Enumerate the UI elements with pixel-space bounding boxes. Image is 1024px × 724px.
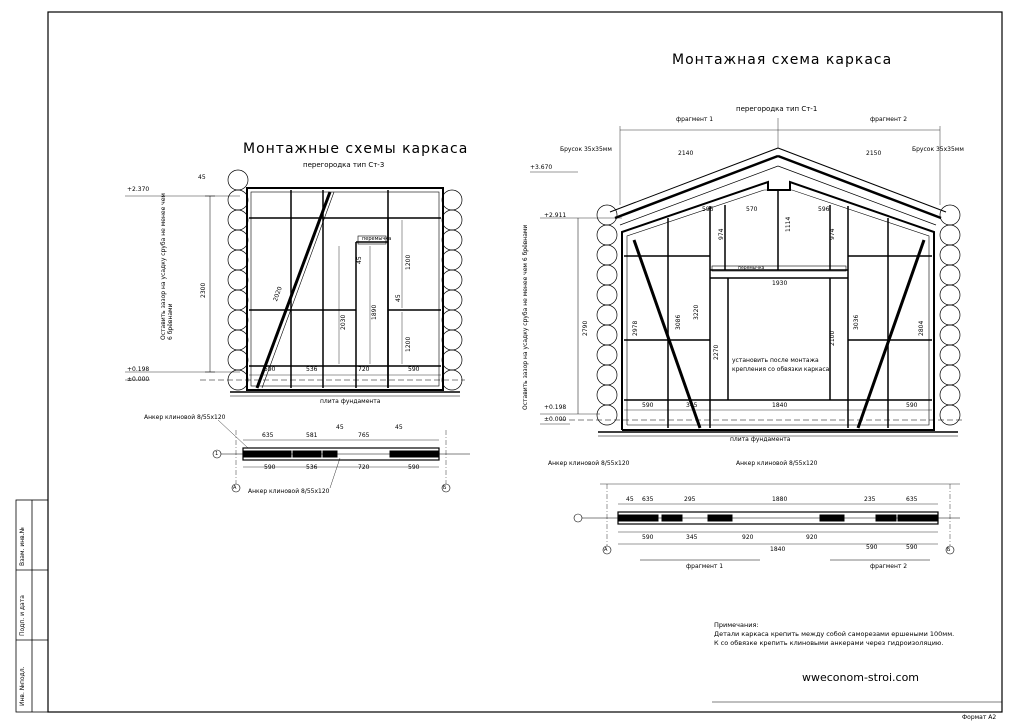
left-plan-bottom-4: 590 <box>408 464 420 471</box>
left-level-top: +2.370 <box>127 186 150 193</box>
format-label: Формат А2 <box>962 714 997 721</box>
right-dim-2804: 2804 <box>918 320 925 336</box>
left-plan-bottom-3: 720 <box>358 464 370 471</box>
right-fragment-1: фрагмент 1 <box>676 116 714 123</box>
left-title: Монтажные схемы каркаса <box>243 141 469 157</box>
right-bottom-dim-3: 1840 <box>772 402 788 409</box>
right-plan-top-3: 295 <box>684 496 696 503</box>
left-plan-top-5: 45 <box>395 424 403 431</box>
right-plan-bottom-5: 590 <box>866 544 878 551</box>
right-level-top: +3.670 <box>530 164 553 171</box>
right-dim-974b: 974 <box>829 228 836 240</box>
left-side-note: Оставить зазор на усадку сруба не менее чем 6 брёвнами <box>160 193 174 340</box>
right-plan-top-6: 635 <box>906 496 918 503</box>
left-dim-2030: 2030 <box>340 314 347 330</box>
left-bottom-dim-1: 590 <box>264 366 276 373</box>
notes-block <box>714 621 954 648</box>
right-plan-bottom-2: 345 <box>686 534 698 541</box>
right-plan-total: 1840 <box>770 546 786 553</box>
right-dim-570: 570 <box>746 206 758 213</box>
left-anchor-2: Анкер клиновой 8/55х120 <box>248 488 330 495</box>
right-anchor-left: Анкер клиновой 8/55х120 <box>548 460 630 467</box>
left-elevation <box>125 170 465 396</box>
right-plan-bottom-6: 590 <box>906 544 918 551</box>
left-log-column <box>228 170 462 390</box>
right-dim-2790: 2790 <box>582 320 589 336</box>
right-anchor-right: Анкер клиновой 8/55х120 <box>736 460 818 467</box>
right-level-zero: ±0.000 <box>544 416 567 423</box>
right-dim-3220: 3220 <box>693 304 700 320</box>
right-dim-2270: 2270 <box>713 344 720 360</box>
left-plan-bottom-2: 536 <box>306 464 318 471</box>
left-brace-dim: 2020 <box>272 285 284 303</box>
right-bottom-dim-2: 345 <box>686 402 698 409</box>
left-plan-top-4: 765 <box>358 432 370 439</box>
right-beam-left: Брусок 35х35мм <box>560 146 612 153</box>
left-foundation: плита фундамента <box>320 398 381 405</box>
right-dim-2100: 2100 <box>829 330 836 346</box>
main-title: Монтажная схема каркаса <box>672 52 893 68</box>
right-frag1-bottom: фрагмент 1 <box>686 563 724 570</box>
right-dim-3036: 3036 <box>853 314 860 330</box>
right-plan-bottom-3: 920 <box>742 534 754 541</box>
left-jumper: перемычка <box>362 236 392 242</box>
right-dim-3086: 3086 <box>675 314 682 330</box>
right-beam-right: Брусок 35х35мм <box>912 146 964 153</box>
stamp-inv-orig: Инв. №подл. <box>19 666 26 706</box>
left-dim-45b: 45 <box>356 256 363 264</box>
right-plan-bottom-4: 920 <box>806 534 818 541</box>
right-level-mid: +2.911 <box>544 212 567 219</box>
right-plan-top-4: 1880 <box>772 496 788 503</box>
left-plan-top-2: 581 <box>306 432 318 439</box>
left-height: 2300 <box>200 282 207 298</box>
right-plan-bottom-1: 590 <box>642 534 654 541</box>
left-bottom-dim-2: 536 <box>306 366 318 373</box>
right-subtitle: перегородка тип Ст-1 <box>736 105 818 113</box>
notes-heading: Примечания: <box>714 621 759 629</box>
left-plan-top-3: 45 <box>336 424 344 431</box>
right-bottom-dim-4: 590 <box>906 402 918 409</box>
right-jumper: перемычка <box>738 266 765 271</box>
right-dim-1930: 1930 <box>772 280 788 287</box>
left-plan-top-1: 635 <box>262 432 274 439</box>
right-foundation: плита фундамента <box>730 436 791 443</box>
right-install-note: установить после монтажа крепления со обвязки каркаса <box>732 357 830 373</box>
left-dim-45: 45 <box>198 174 206 181</box>
left-plan-bottom-1: 590 <box>264 464 276 471</box>
stamp-inv-dup: Взам. инв.№ <box>19 527 26 566</box>
right-dim-1114: 1114 <box>785 216 792 232</box>
right-plan-top-5: 235 <box>864 496 876 503</box>
left-anchor-1: Анкер клиновой 8/55х120 <box>144 414 226 421</box>
right-dim-596a: 596 <box>702 206 714 213</box>
left-axis-1: 1 <box>215 451 219 457</box>
stamp-sign-date: Подп. и дата <box>19 595 26 636</box>
right-top-dim-right: 2150 <box>866 150 882 157</box>
right-fragment-2: фрагмент 2 <box>870 116 908 123</box>
left-bottom-dim-3: 720 <box>358 366 370 373</box>
right-plan-top-2: 635 <box>642 496 654 503</box>
left-dim-1890: 1890 <box>371 304 378 320</box>
right-bottom-dim-1: 590 <box>642 402 654 409</box>
right-dim-596b: 596 <box>818 206 830 213</box>
right-dim-974a: 974 <box>718 228 725 240</box>
left-dim-1200a: 1200 <box>405 254 412 270</box>
right-elevation <box>530 118 962 436</box>
notes-line-2: К со обвязке крепить клиновыми анкерами через гидроизоляцию. <box>714 639 944 647</box>
right-top-dim-left: 2140 <box>678 150 694 157</box>
left-level-zero: ±0.000 <box>127 376 150 383</box>
right-dim-2978: 2978 <box>632 320 639 336</box>
right-plan-top-1: 45 <box>626 496 634 503</box>
right-axis-right: Б <box>947 547 951 553</box>
left-axis-b: Б <box>443 485 447 491</box>
left-axis-a: А <box>233 485 237 491</box>
right-side-note: Оставить зазор на усадку сруба не менее чем 6 брёвнами <box>522 224 529 410</box>
left-dim-45c: 45 <box>395 294 402 302</box>
right-axis-left: А <box>604 547 608 553</box>
right-level-bottom: +0.198 <box>544 404 567 411</box>
left-dim-1200b: 1200 <box>405 336 412 352</box>
left-subtitle: перегородка тип Ст-3 <box>303 161 385 169</box>
notes-line-1: Детали каркаса крепить между собой саморезами ершеными 100мм. <box>714 630 955 638</box>
website-label: wweconom-stroi.com <box>802 671 920 684</box>
left-level-bottom: +0.198 <box>127 366 150 373</box>
left-bottom-dim-4: 590 <box>408 366 420 373</box>
right-frag2-bottom: фрагмент 2 <box>870 563 908 570</box>
